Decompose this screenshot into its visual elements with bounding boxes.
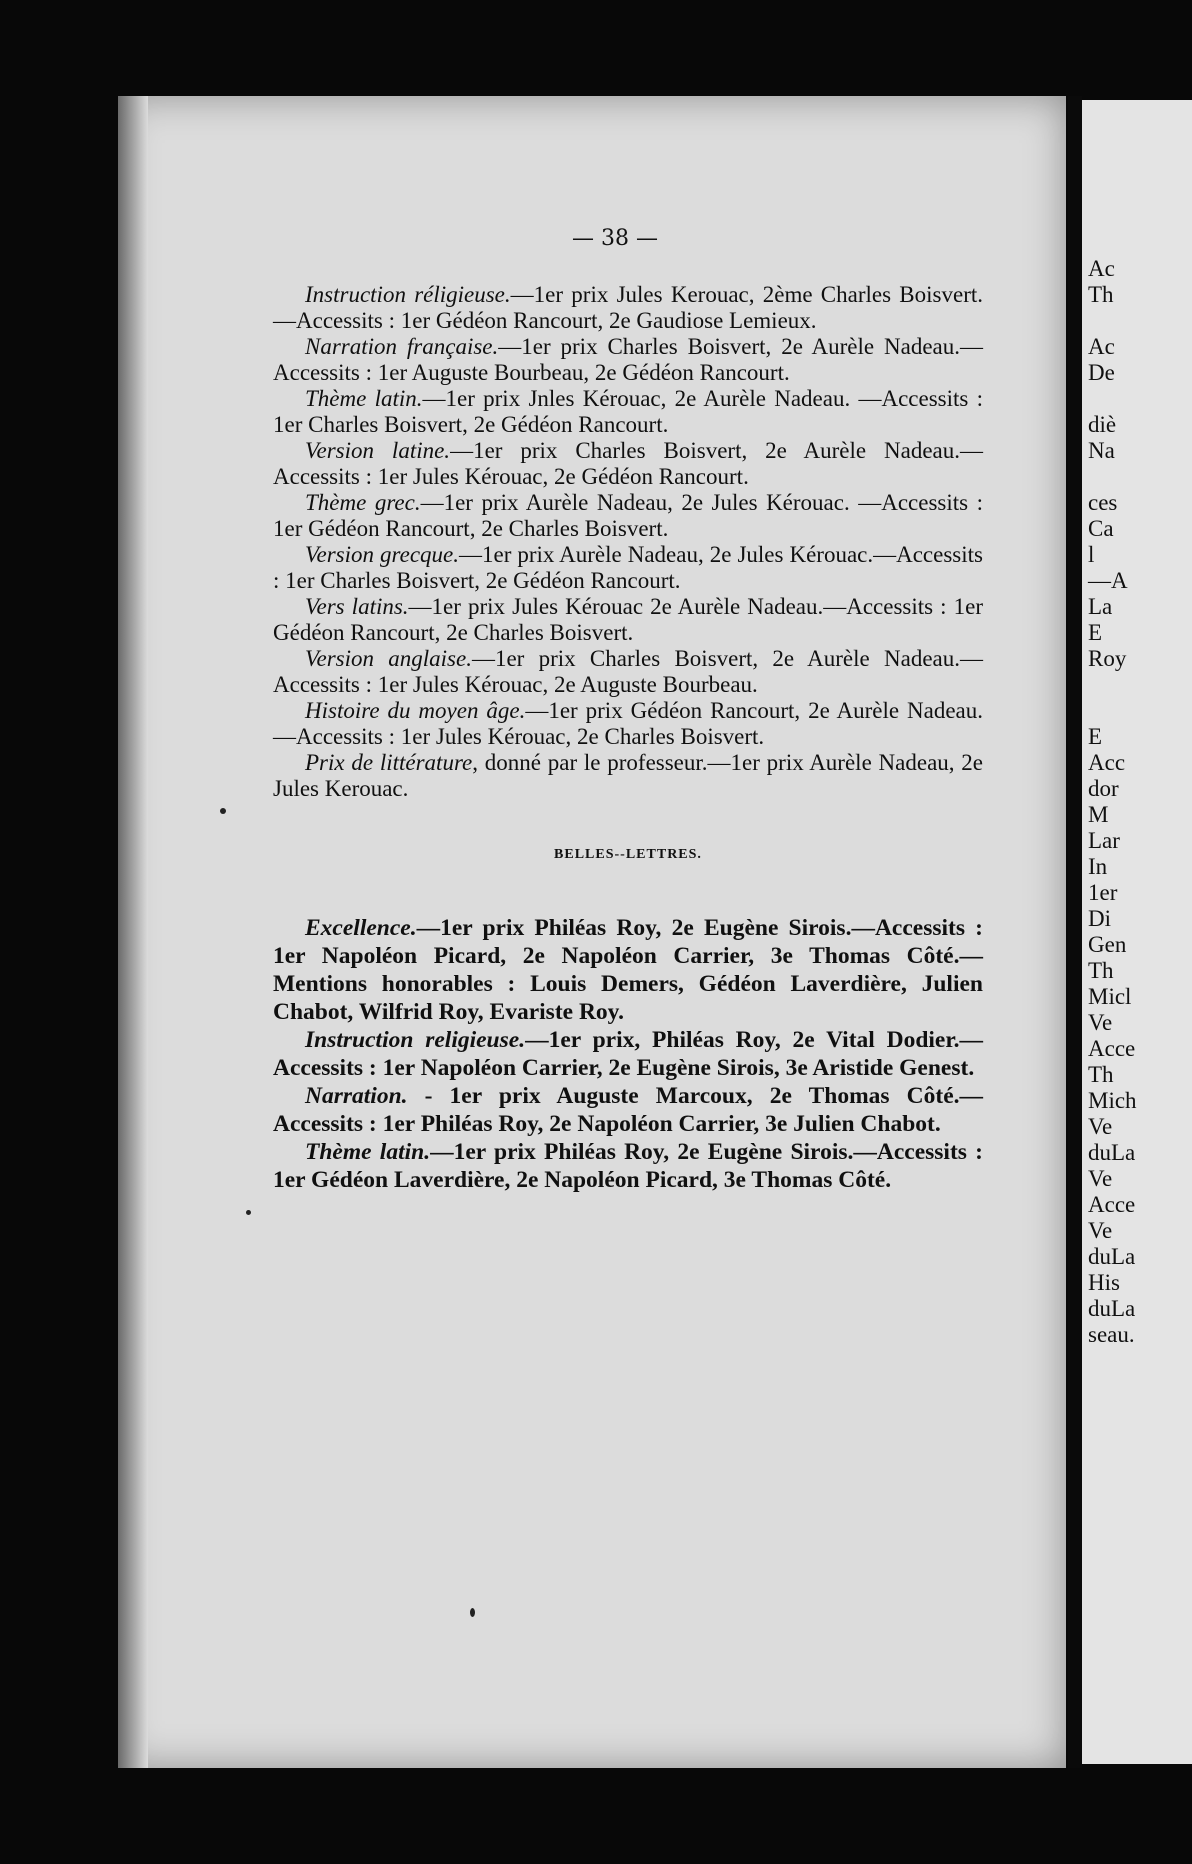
subject-heading: Vers latins.	[305, 594, 409, 619]
adjacent-page-line: Ve	[1088, 1166, 1113, 1191]
adjacent-page-line: M	[1088, 802, 1109, 827]
adjacent-page-line: dor	[1088, 776, 1119, 801]
adjacent-page-line: —A	[1088, 568, 1128, 593]
prize-text: —1er prix Gédéon Rancourt, 2e Aurèle Nadeau.—Accessits : 1er Jules Kérouac, 2e Charles Boisvert.	[273, 698, 983, 749]
adjacent-page-line: duLa	[1088, 1140, 1136, 1165]
scan-speck	[246, 1210, 251, 1215]
adjacent-page-line: De	[1088, 360, 1115, 385]
subject-heading: Histoire du moyen âge.	[305, 698, 526, 723]
adjacent-page-line: Roy	[1088, 646, 1127, 671]
prize-text: —1er prix Philéas Roy, 2e Eugène Sirois.—Accessits : 1er Gédéon Laverdière, 2e Napoléon Picard, 3e Thomas Côté.	[273, 1139, 983, 1193]
subject-heading: Instruction réligieuse.	[305, 282, 511, 307]
subject-heading: Version grecque.	[305, 542, 459, 567]
adjacent-page-line: E	[1088, 620, 1103, 645]
adjacent-page-line: 1er	[1088, 880, 1118, 905]
adjacent-page-line: l	[1088, 542, 1095, 567]
prize-paragraph	[273, 386, 983, 438]
section-belles-lettres	[273, 914, 983, 1194]
prize-text: —1er prix Charles Boisvert, 2e Aurèle Nadeau.—Accessits : 1er Auguste Bourbeau, 2e Gédéon Rancourt.	[273, 334, 983, 385]
adjacent-page-line	[1082, 698, 1192, 724]
adjacent-page-line: Di	[1088, 906, 1111, 931]
subject-heading: Prix de littérature	[305, 750, 473, 775]
prize-text: —1er prix Charles Boisvert, 2e Aurèle Nadeau.—Accessits : 1er Jules Kérouac, 2e Gédéon Rancourt.	[273, 438, 983, 489]
subject-heading: Version anglaise.	[305, 646, 472, 671]
prize-text: —1er prix Jnles Kérouac, 2e Aurèle Nadeau. —Accessits : 1er Charles Boisvert, 2e Gédéon Rancourt.	[273, 386, 983, 437]
adjacent-page-line: Micl	[1088, 984, 1132, 1009]
prize-text: —1er prix Aurèle Nadeau, 2e Jules Kérouac. —Accessits : 1er Gédéon Rancourt, 2e Charles Boisvert.	[273, 490, 983, 541]
prize-paragraph	[273, 282, 983, 334]
scan-speck	[470, 1608, 475, 1617]
adjacent-page	[1082, 100, 1192, 1764]
page-binding-shadow	[118, 96, 148, 1768]
adjacent-page-line: ces	[1088, 490, 1118, 515]
prize-paragraph	[273, 750, 983, 802]
adjacent-page-line: Acce	[1088, 1036, 1136, 1061]
prize-text: —1er prix Aurèle Nadeau, 2e Jules Kérouac.—Accessits : 1er Charles Boisvert, 2e Gédéon Rancourt.	[273, 542, 983, 593]
adjacent-page-line: diè	[1088, 412, 1117, 437]
subject-heading: Excellence.	[305, 915, 417, 941]
page-number: — 38 —	[572, 226, 658, 251]
prize-text: —1er prix Jules Kérouac 2e Aurèle Nadeau.—Accessits : 1er Gédéon Rancourt, 2e Charles Boisvert.	[273, 594, 983, 645]
prize-paragraph	[273, 1082, 983, 1138]
subject-heading: Thème latin.	[305, 386, 423, 411]
prize-text: —1er prix Charles Boisvert, 2e Aurèle Nadeau.—Accessits : 1er Jules Kérouac, 2e Auguste Bourbeau.	[273, 646, 983, 697]
adjacent-page-line: Acce	[1088, 1192, 1136, 1217]
adjacent-page-line: Acc	[1088, 750, 1126, 775]
prize-paragraph	[273, 542, 983, 594]
adjacent-page-line: Th	[1088, 282, 1114, 307]
page-gutter	[1068, 96, 1082, 1768]
adjacent-page-line: Gen	[1088, 932, 1127, 957]
adjacent-page-line	[1082, 672, 1192, 698]
adjacent-page-line: Ve	[1088, 1010, 1113, 1035]
scan-speck	[220, 808, 226, 814]
prize-paragraph	[273, 438, 983, 490]
adjacent-page-line: Na	[1088, 438, 1115, 463]
adjacent-page-line: E	[1088, 724, 1103, 749]
prize-paragraph	[273, 1026, 983, 1082]
prize-paragraph	[273, 490, 983, 542]
adjacent-page-line	[1082, 308, 1192, 334]
adjacent-page-line: duLa	[1088, 1296, 1136, 1321]
adjacent-page-line: duLa	[1088, 1244, 1136, 1269]
page-text	[273, 282, 983, 1194]
subject-heading: Narration française.	[305, 334, 499, 359]
adjacent-page-line: La	[1088, 594, 1113, 619]
adjacent-page-line: Ac	[1088, 256, 1115, 281]
prize-paragraph	[273, 914, 983, 1026]
subject-heading: Instruction religieuse.	[305, 1027, 526, 1053]
section-rhetorique	[273, 282, 983, 802]
prize-paragraph	[273, 646, 983, 698]
adjacent-page-line: His	[1088, 1270, 1120, 1295]
prize-paragraph	[273, 698, 983, 750]
prize-text: , donné par le professeur.—1er prix Aurèle Nadeau, 2e Jules Kerouac.	[273, 750, 983, 801]
subject-heading: Version latine.	[305, 438, 451, 463]
prize-paragraph	[273, 594, 983, 646]
adjacent-page-line: Lar	[1088, 828, 1120, 853]
prize-paragraph	[273, 334, 983, 386]
adjacent-page-line: Ca	[1088, 516, 1114, 541]
adjacent-page-fragments	[1082, 100, 1192, 1348]
adjacent-page-line: Ac	[1088, 334, 1115, 359]
prize-paragraph	[273, 1138, 983, 1194]
adjacent-page-line: Th	[1088, 1062, 1114, 1087]
adjacent-page-line: Mich	[1088, 1088, 1137, 1113]
prize-text: —1er prix Philéas Roy, 2e Eugène Sirois.—Accessits : 1er Napoléon Picard, 2e Napoléon Carrier, 3e Thomas Côté.—Mentions honorables : Louis Demers, Gédéon Laverdière, Julien Chabot, Wilfrid Roy, Evariste Roy.	[273, 915, 983, 1025]
adjacent-page-line: Ve	[1088, 1218, 1113, 1243]
prize-text: —1er prix Jules Kerouac, 2ème Charles Boisvert.—Accessits : 1er Gédéon Rancourt, 2e Gaudiose Lemieux.	[273, 282, 983, 333]
adjacent-page-line: Th	[1088, 958, 1114, 983]
adjacent-page-line	[1082, 386, 1192, 412]
prize-text: - 1er prix Auguste Marcoux, 2e Thomas Côté.—Accessits : 1er Philéas Roy, 2e Napoléon Carrier, 3e Julien Chabot.	[273, 1083, 983, 1137]
section-title-belles-lettres: BELLES--LETTRES.	[554, 847, 702, 862]
adjacent-page-line	[1082, 464, 1192, 490]
subject-heading: Thème grec.	[305, 490, 421, 515]
adjacent-page-line: In	[1088, 854, 1108, 879]
prize-text: —1er prix, Philéas Roy, 2e Vital Dodier.—Accessits : 1er Napoléon Carrier, 2e Eugène Sirois, 3e Aristide Genest.	[273, 1027, 983, 1081]
subject-heading: Thème latin.	[305, 1139, 431, 1165]
subject-heading: Narration.	[305, 1083, 408, 1109]
adjacent-page-line: Ve	[1088, 1114, 1113, 1139]
adjacent-page-line: seau.	[1088, 1322, 1135, 1347]
